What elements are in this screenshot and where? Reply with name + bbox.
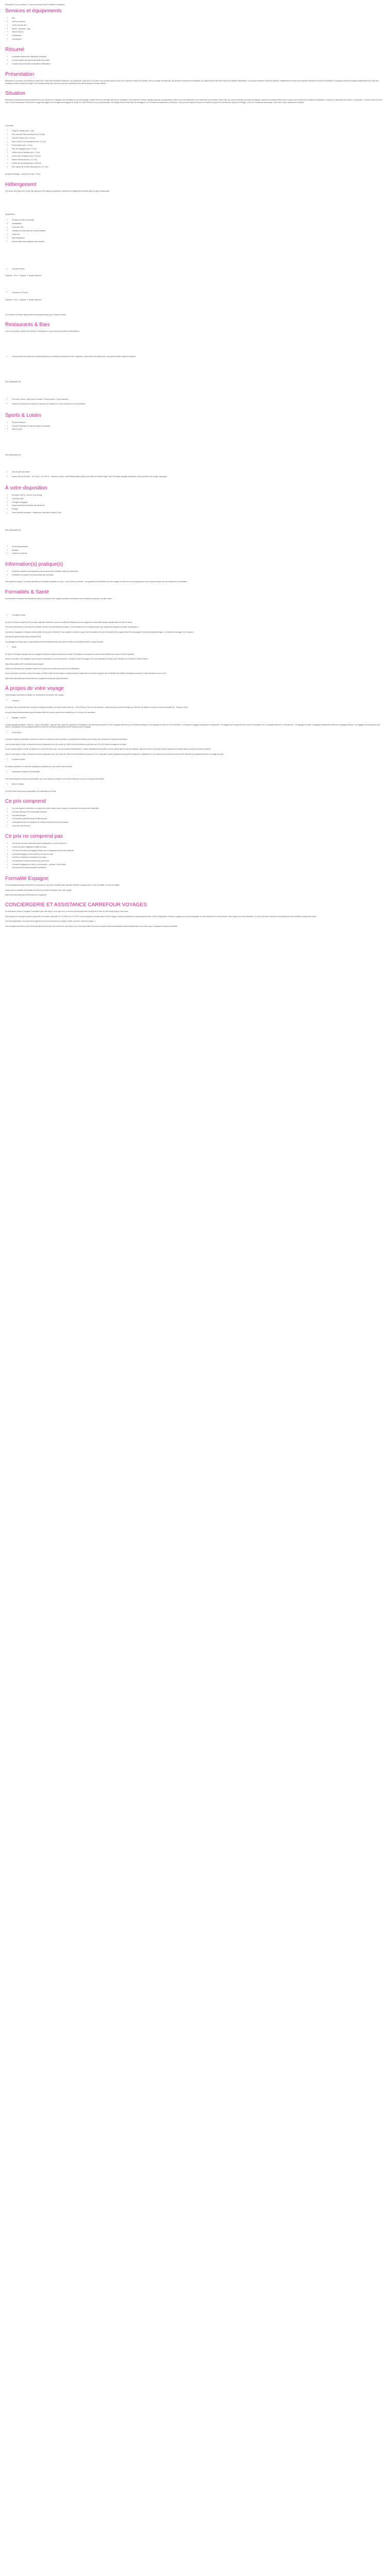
distance-item: • Golf d'El Paraíso (env. 4,8 km) xyxy=(12,137,386,140)
formalites-list2 xyxy=(5,646,386,649)
necomprend-item: • Les frais de demande d'annulation d'un séjour xyxy=(12,856,386,859)
situation-heading: Situation xyxy=(5,91,25,97)
service-item: • Salle de fitness xyxy=(12,30,386,34)
information-item: • Certaines chambres sont adaptées pour les personnes à mobilité réduite (sur demande) xyxy=(12,570,386,573)
distances-label: À proximité : xyxy=(5,125,14,127)
necomprend-item: • Les dépenses d'ordre personnel et les pourboires xyxy=(12,859,386,863)
apropos-list3 xyxy=(5,731,386,735)
necomprend-list xyxy=(5,842,386,870)
ceprix-heading: Ce prix comprend xyxy=(5,799,46,805)
restaurants-heading: Restaurants & Bars xyxy=(5,322,50,328)
service-item: • Conciergerie xyxy=(12,38,386,41)
formalites-p8: Toutes les informations de formalités d'entrée et de santé sont données sous réserve de modifications. xyxy=(5,667,80,670)
information-paragraph: Taxe régionale d'usage. Ce produit nécessite une inscription préalable au 2 jours : ceux-ci fait en conformité - une garantie des informations de votre voyage s'en fait lors de votre passage que vous récupérez auprès de votre transporteur réservataires. xyxy=(5,581,188,583)
equipement-item: • Salle de bains avec baignoire et/ou douche xyxy=(12,240,386,244)
apropos-p2: Les prix et plans acheminements depuis certaines villes de province peuvent être modifiées par TUI en cours de réservation. xyxy=(5,711,96,714)
ceprix-item: • Les vols réguliers, aller/retour, au départ de la ville choisie, dans la classe de réservation la moins élevée disponible xyxy=(12,807,386,810)
apropos-list1 xyxy=(5,699,386,703)
disposition-item: • Parking xyxy=(12,507,386,511)
resume-item: • L'espace Spa et bien-être d'inspiration thaïlandaise xyxy=(12,62,386,66)
information-heading: Information(s) pratique(s) xyxy=(5,562,63,568)
room1-list xyxy=(5,267,386,271)
formalites-list1 xyxy=(5,614,386,617)
room2-name: • Chambre vue Piscine xyxy=(12,291,386,295)
sports-list xyxy=(5,421,386,431)
apropos-item: • Bagages + pièces + xyxy=(12,716,386,720)
room1-desc: Superficie : 25 m² - Capacité : 2 adultes maximum xyxy=(5,275,42,277)
formalites-p3: Les mineurs voyageant à l'étranger doivent justifier de leur pièce d'identité. Et est conditions d'entrée du pays et de l'autorisation de sortie de territoire s'ils voyagent sans être accompagné de leurs représentants légaux. La mention est consigné ou en dessous... xyxy=(5,631,195,633)
disposition-item: • Consigne à bagages xyxy=(12,501,386,504)
formalites-heading: Formalités & Santé xyxy=(5,589,50,595)
restaurant-item: • Vous prendrez l'ensemble de vos petits-déjeuners au restaurant principal de l'hôtel « Aguamar » sous forme d'un buffet servi, une grande variété d'options culinaires. xyxy=(12,355,386,359)
apropos-item: • Durée séjour xyxy=(12,731,386,735)
apropos-p7: Lors de votre séjour à l'hôtel, la chambre est mise à disposition vers 15h à partir de 12h00 et doit être libérée au plus tard à 12h. Cependant, certains établissements peuvent demander un supplément en cas d'arrivée et la remise des clés peut être effectuée plus tardivement selon les usages du pays. xyxy=(5,753,224,755)
disposition-payable-label: Avec participation (€) : xyxy=(5,529,22,531)
presentation-heading: Présentation xyxy=(5,72,35,78)
apropos-p5: Lors de votre séjour à l'hôtel, la chambre est mise à disposition vers 15h à partir de 12h00 et doit être libérée au plus tard vers 12h à 12h selon les usages de la région. xyxy=(5,743,127,745)
apropos-p6: En cas d'arrivée tardive à l'hôtel, la chambre est conservée pour la nuit, merci de prévenir l'établissement. Certains établissements peuvent en cas de départ tardif et d'arrivée matinale, l'agence et l'hôtel ne sont pas tenus de proposer la chambre avant ou après les horaires habituels. xyxy=(5,748,211,751)
necomprend-item: • Le transfert bagage pour celui-ci, par exemple », (préciser, et les hôtels) xyxy=(12,863,386,867)
distance-item: • Marina d'Estepona (env. 14,1 km) xyxy=(12,158,386,162)
resume-item: • La situation idéale entre Marbella et Estepona xyxy=(12,55,386,59)
apropos-paragraph: Votre package informations à prendre en considération concernant votre voyage. xyxy=(5,694,64,697)
conciergerie-p4: Vos concierges dévouées à votre service principal arrivent pour toute la durée de votre séjour, pour vous faire profiter de services exclusifs et de recommandations personnalisées selon vos envies, pour vous garantir un séjour inoubliable. xyxy=(5,925,178,927)
room2-desc: Superficie : 25 m² - Capacité : 2 adultes maximum xyxy=(5,298,42,301)
sante-item: • Santé xyxy=(12,646,386,649)
apropos-p10: Le lit BB 'enfant' est soumis à disponibilité et à confirmation par l'hôtel. xyxy=(5,790,57,792)
service-item: • Centre de bien-être xyxy=(12,24,386,27)
service-item: • Piscine extérieure xyxy=(12,20,386,24)
apropos-list4 xyxy=(5,758,386,761)
formalites-p5: Un séjour à l'étranger implique pour tout voyageur de prendre certaines précautions de santé. Renseignez-vous auprès de votre médecin traitant et/ou dans un centre hospitalier. xyxy=(5,653,135,655)
formalite-item: • Formalité d'entrée xyxy=(12,614,386,617)
disposition-payable-item: • Boutique xyxy=(12,549,386,552)
disposition-payable-item: • Service blanchisserie xyxy=(12,545,386,549)
presentation-paragraph: Bienvenue à L'Ecurosan Gra Estepona 4* Adult Only ! Situé entre Marbella et Estepona, sur la grandiose Costa del Sol, cet hôtel vous accueille dans un cadre chic et apaisant, réservé aux adultes. Avec son design contemporain, ses chambres lumineuses et élégantes, son espace Spa et bien-être inspiré de la tradition thaïlandaise, et sa piscine extérieure bordée de palmiers, l'établissement promet une escapade empreinte de confort et de sérénité. À quelques minutes des plages méditerranéennes et des plus prestigieux terrains de golf de la région, c'est l'adresse idéale pour savourer la douceur andalouse entre détente absolue et beauté raffinée. xyxy=(5,80,379,84)
distance-item: • Plage El Costalito (env. 1 km) xyxy=(12,129,386,133)
formalite-espagne-p3[interactable]: https://www.diplomatie.gouv.fr/fr/conseils-aux-voyageurs/ xyxy=(5,893,47,896)
sports-payable-label: Avec participation (€) : xyxy=(5,453,22,456)
ceprix-item: • Les transferts collectifs aéroport-hôtel-aéroport xyxy=(12,817,386,821)
formalite-espagne-heading: Formalité Espagne xyxy=(5,876,48,882)
necomprend-item: • Le transfert bagage (voir ci-dessous), les frais de carte xyxy=(12,853,386,856)
information-list xyxy=(5,570,386,577)
equipement-item: • Connexion Wifi xyxy=(12,226,386,229)
formalites-paragraph: Nous transmet ci-dessous les informations utiles pour préparer votre voyage et prendre connaissance des formalités du pays que vous allez visiter. xyxy=(5,597,112,600)
sport-item: • Piscine extérieure xyxy=(12,421,386,425)
intro-line: Description Ce prix comprend : Ce prix ne comprend pas Formalités Conseignées xyxy=(5,4,65,6)
disposition-item: • Carte bancaire acceptées : Mastercard, American Express & Visa xyxy=(12,511,386,515)
situation-paragraph: Bienvenue en Andalousie et plus précisément sur la Costa del Sol, à Málaga, porte touristique du sud de l'Espagne, réputée dans une ville bâtie entre mer et montagnes. Villa andaine de Picasso, Malaga séduit par son dynamisme culturel, son riche patrimoine et son climat doux toute l'année. Flânez dans son centre historique aux ruelles marquantes, explorez l'Alcazaba perchée sous vos pieds sur les hauteurs du château de Gibralfaro ou admirez la cathédrale surnommée « la Manquita ». Profitez le bleu et la mer sous le soleil d'Andalousie et découvrez la magie des plages et ses vestiges accompagnés de Nerja, les ruines Ronda et son pont spectaculaire, des villages blancs nichés dans les montagnes. De la Grenade envoûtante avec l'Alhambra, c'est le point de départ rêvé pour les amateurs de golf et de randonnées. Séjourner à Malaga, c'est vivre l'Andalousie authentique, entre soleil, culture, patrimoine et tradition. xyxy=(5,99,382,104)
sport-item: • Solarium aménagé de chaises longues et parasols xyxy=(12,425,386,428)
resume-list xyxy=(5,55,386,65)
disposition-item: • Espace supérieur accessible par ascenseur xyxy=(12,504,386,507)
formalite-espagne-p1: Les ressortissants français doivent être en possession d'une pièce d'identité (carte nationale d'identité ou passeport) en cours de validité, en cours de validité. xyxy=(5,884,120,887)
disposition-heading: À votre disposition xyxy=(5,485,47,492)
formalites-p2: Pour toutes informations concernant les formalités d'entrée des ressortissants étrangers, il est nécessaire de se renseigner auprès des organismes adéquats (consulats, ambassades...). xyxy=(5,626,140,629)
formalites-p6: Aucune vaccination n'est obligatoire mais certaines vaccinations sont recommandées : consultez la note de voyage et les recommandations édictées par le Ministère de la Santé et l'Institut Pasteur. xyxy=(5,658,149,660)
conciergerie-p3: Vos voies applicatives, vous retrouverez également tous vos documents de voyage (e-billets, vouchers, carnet de voyage...). xyxy=(5,920,96,923)
apropos-p4: La durée du séjour est calculée en fonction du nombre de nuitées et non de journées. La première et la dernière jour du séjour sont consacrés au transport international. xyxy=(5,738,128,741)
formalites-p10[interactable]: https://www.diplomatie.gouv.fr/fr/conseils-aux-voyageurs/conseils-par-pays-destination/ xyxy=(5,677,69,680)
formalites-p4: Les passagers en transit dans un pays différent de leur destination finale sont priés de vérifier les formalités d'entrée du pays de transit. xyxy=(5,640,104,643)
disposition-list xyxy=(5,494,386,514)
ceprix-list xyxy=(5,807,386,827)
service-item: • Wifi xyxy=(12,16,386,20)
necomprend-heading: Ce prix ne comprend pas xyxy=(5,834,63,840)
distance-item: • Parc naturel de la Sierra Bermeja (env. 27,7 km) xyxy=(12,165,386,169)
services-heading: Services et équipements xyxy=(5,8,62,14)
sport-payable-item: • Club de golf à proximité xyxy=(12,470,386,474)
resume-item: • Le cadre naturel aux abords des golfs à la verdure xyxy=(12,59,386,62)
conciergerie-p1: En choisissant Carrefour Voyages Conciergerie pour votre séjour, vous optez pour un service d'accompagnement complet de la veille de votre départ jusqu'à votre retour. xyxy=(5,910,129,913)
equipement-item: • Climatisation xyxy=(12,222,386,226)
service-item: • Sauna - Hammam - Spa xyxy=(12,27,386,31)
airport-line: Aéroport de Malaga - Costa del Sol (env. 75 km) xyxy=(5,173,41,176)
formalites-link[interactable]: www.service-public.fr/particuliers/vosdroits/F1342 xyxy=(5,636,41,638)
restaurants-payable-list xyxy=(5,397,386,406)
room1-name: • Chambre Deluxe xyxy=(12,267,386,271)
ceprix-item: • Les taxes aéroport xyxy=(12,814,386,818)
apropos-p1: En fonction des vols sélectionnés, l'aéroport de départ peut différer du ville de votre arrivée (ex : Orly et Roissy). Pour les vols nationaux, l'aéroport le plus proche est indiqué sur votre lieu de départ en mode de connexion possible (ex. : Roissy ou Orly). xyxy=(5,706,188,709)
formalites-p9: Nous vous invitons fortement, avant votre départ, à vérifier toutes les informations complémentaires et également à consulter la page du site du Ministère des Affaires Étrangères consacrée à votre destination ou sur le site : xyxy=(5,672,167,675)
necomprend-item: • Tout ce qui n'est pas mentionné dans le paragraphe « ce prix comprend » xyxy=(12,842,386,845)
apropos-item: • Informations relatives à l'accessibilité xyxy=(12,770,386,774)
necomprend-item: • Les frais d'excédents de bagages lorsque ceux-ci dépassent la franchise autorisée xyxy=(12,849,386,853)
restaurant-payable-item: • Pour votre confort, optez pour la formule « Demi-pension » (hors boissons). xyxy=(12,397,386,402)
disposition-payable-list xyxy=(5,545,386,555)
disposition-payable-item: • Location de voitures xyxy=(12,552,386,555)
information-item: • Possibilité de chambres communicantes (sur demande) xyxy=(12,573,386,577)
sport-payable-item: • Espace Spa et bien-être : 10 m² spa + de 1000 m² : hammam, sauna, circuit thérapeutique thai (en sous-base de Palobb rouge, soins de visage massage aquatique), soins corporels et de visage, massages... xyxy=(12,474,386,479)
distance-item: • Parc aventure Selwo Aventura (env. 6,6 km) xyxy=(12,133,386,137)
hebergement-heading: Hébergement xyxy=(5,181,37,188)
apropos-list5 xyxy=(5,770,386,774)
service-item: • Climatisation xyxy=(12,34,386,38)
apropos-p3: Certains bagages (vestiaires, caméras + poids et des tailles...) peuvent faire l'objet d'un supplément. Renseignez-vous directement auprès de votre compagnie aérienne pour les détails spécifiques et les bagages en soute de votre réservation. Le transport de bagages spécifiques en supplément. Les bagages sont transportés sous réserve d'acceptation de la compagnie aérienne, à l'exception de : Les bagages de valise ou bagages préalablement prévues ou bagages spéciaux. Les bagages sont transportés sous réserve d'acceptation de la compagnie aérienne et dans les conditions particulières de leur transport avec le voyageur. xyxy=(5,723,380,728)
sports-payable-list xyxy=(5,470,386,479)
formalites-p1: Au sein de l'Union européenne (UE), la carte nationale d'identité en cours de validité est suffisante pour les voyageurs de nationalité française (valable après la date de retour). xyxy=(5,621,133,623)
apropos-item: • Bébé et enfants xyxy=(12,783,386,786)
ceprix-item: • Les taxes d'aéroport et la surcharge carburant xyxy=(12,810,386,814)
distance-item: • Centre-ville d'Estepona (env. 12,5 km) xyxy=(12,155,386,158)
conciergerie-p2: Notre équipe de concierges, experts, passionnés et honnêtes, disponible 7j/7 et 24h/24, de 7h à 23h, vous accompagne à chaque étape de votre voyage, depuis la préparation du départ jusqu'au retour. Grâce à l'application Carrefour Voyages pour vous accompagner en toute réactivité et en toute sérénité. Notre équipe est à votre disposition 7/7 pour vous aider, répondre à vos questions et vous conseiller pendant votre séjour. xyxy=(5,915,317,918)
apropos-p8: De manière générale, les hôtels sont joignables par téléphone ou par mail en cas de besoin. xyxy=(5,765,73,768)
distance-item: • Parc de l'Alhaguera (env. 10 km) xyxy=(12,147,386,151)
sports-heading: Sports & Loisirs xyxy=(5,412,42,418)
equipement-item: • Mini-réfrigérateur xyxy=(12,236,386,240)
equipement-item: • Coffre-fort xyxy=(12,233,386,236)
room2-list xyxy=(5,291,386,295)
equipements-label: Équipements : xyxy=(5,213,16,216)
apropos-item: • Contact sur place xyxy=(12,758,386,761)
apropos-list2 xyxy=(5,716,386,720)
restaurants-payable-label: Avec participation (€) : xyxy=(5,381,22,383)
equipements-list xyxy=(5,218,386,244)
formalite-espagne-p2: Nous pouvons consulter les formalités de santé et de police nécessaires pour votre voyage : xyxy=(5,889,73,891)
disposition-item: • Connexion Wifi xyxy=(12,497,386,501)
conciergerie-heading: CONCIERGERIE ET ASSISTANCE CARREFOUR VOYAGES xyxy=(5,902,147,908)
apropos-p9: Pour toute demande concernant l'accessibilité, nous vous invitons à contacter notre service client pour la prise en charge personnalisée. xyxy=(5,777,105,780)
resume-heading: Résumé xyxy=(5,47,25,53)
restaurant-payable-item: • Profitez du snack-bar de l'hôtel pour prendre vos collations en cours de journée ou vous rafraîchir. xyxy=(12,402,386,406)
room2-note: La Chambre vue Piscine dispose des mêmes équipements que la Chambre Deluxe. xyxy=(5,313,67,316)
distance-item: • Puerto Banús (env. 7,2 km) xyxy=(12,144,386,147)
equipement-item: • Terrasse ou balcon aménagé xyxy=(12,218,386,222)
restaurants-paragraph: Lors de votre séjour, profitez de la formule « Petit-déjeuner » (hors boissons) incluant le petit-déjeuner. xyxy=(5,330,80,333)
necomprend-item: • La taxe de séjour obligatoire à régler sur place xyxy=(12,845,386,849)
apropos-heading: À propos de votre voyage xyxy=(5,686,64,692)
ceprix-item: • La pension sélectionnée xyxy=(12,824,386,828)
distances-list xyxy=(5,129,386,169)
apropos-item: • Transport xyxy=(12,699,386,703)
apropos-list6 xyxy=(5,783,386,786)
document xyxy=(0,0,391,940)
necomprend-item: • Les assurances complémentaires facultatives xyxy=(12,866,386,870)
equipement-item: • Télévision à écran plat avec chaînes satellite xyxy=(12,229,386,233)
distance-item: • Centre-ville de Marbella (env. 17 km) xyxy=(12,151,386,155)
formalites-p7[interactable]: https://www.pasteur-lille.fr/vaccination/pays/espagne/ xyxy=(5,663,44,665)
restaurants-list xyxy=(5,355,386,359)
services-list xyxy=(5,16,386,41)
disposition-item: • Réception 24h/24 - service de concierge xyxy=(12,494,386,497)
distance-item: • Centre-ville de Marbella (env. 18,5 km) xyxy=(12,162,386,165)
ceprix-item: • L'hébergement selon la catégorie de chambre choisie lors de la réservation xyxy=(12,821,386,824)
sport-item: • Salle de sport xyxy=(12,428,386,431)
hebergement-paragraph: L'Ecurosan Gra Estepona 4* Adult Only dispose de 58 chambres spacieuses, lumineuses et élégamment décorées dans un style contemporain. xyxy=(5,190,110,192)
distance-item: • Buen Club de Golf Guadalmina (env. 6,2 km) xyxy=(12,140,386,144)
